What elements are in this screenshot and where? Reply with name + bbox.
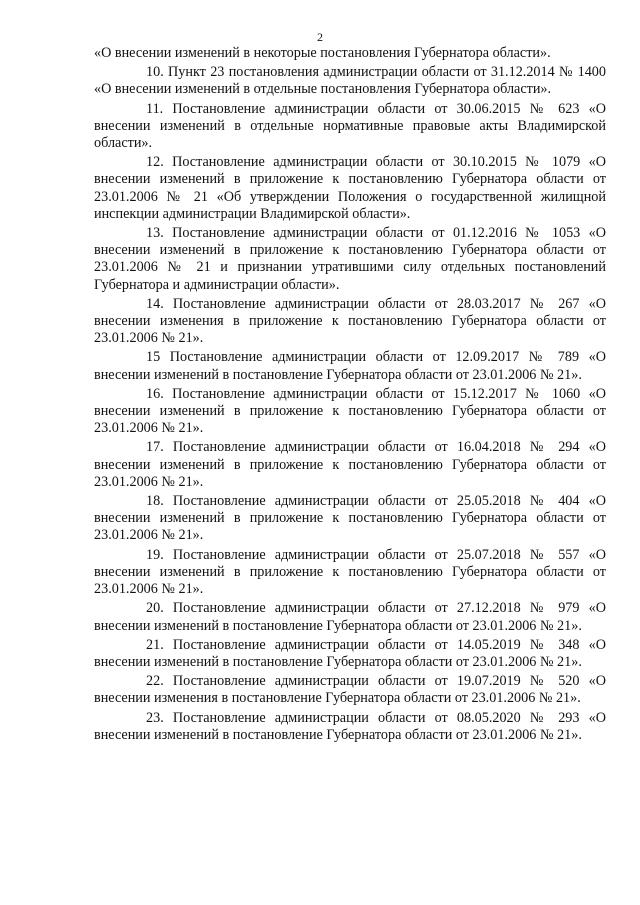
list-item: 10. Пункт 23 постановления администрации области от 31.12.2014 № 1400 «О внесении изменений в отдельные постановления Губернатора области». <box>94 64 606 98</box>
list-item: 20. Постановление администрации области от 27.12.2018 № 979 «О внесении изменений в постановление Губернатора области от 23.01.2006 № 21». <box>94 600 606 634</box>
list-item: 23. Постановление администрации области от 08.05.2020 № 293 «О внесении изменений в постановление Губернатора области от 23.01.2006 № 21». <box>94 709 606 743</box>
list-item: 15 Постановление администрации области от 12.09.2017 № 789 «О внесении изменений в постановление Губернатора области от 23.01.2006 № 21». <box>94 349 606 383</box>
document-body <box>94 45 606 744</box>
list-item: 21. Постановление администрации области от 14.05.2019 № 348 «О внесении изменений в постановление Губернатора области от 23.01.2006 № 21». <box>94 636 606 670</box>
list-item: 12. Постановление администрации области от 30.10.2015 № 1079 «О внесении изменений в приложение к постановлению Губернатора области от 23.01.2006 № 21 «Об утверждении Положения о государственной жилищной инспекции администрации Владимирской области». <box>94 154 606 222</box>
list-item: 17. Постановление администрации области от 16.04.2018 № 294 «О внесении изменений в приложение к постановлению Губернатора области от 23.01.2006 № 21». <box>94 439 606 490</box>
list-item: 14. Постановление администрации области от 28.03.2017 № 267 «О внесении изменения в приложение к постановлению Губернатора области от 23.01.2006 № 21». <box>94 295 606 347</box>
list-item: 22. Постановление администрации области от 19.07.2019 № 520 «О внесении изменения в постановление Губернатора области от 23.01.2006 № 21». <box>94 673 606 707</box>
list-item: 19. Постановление администрации области от 25.07.2018 № 557 «О внесении изменений в приложение к постановлению Губернатора области от 23.01.2006 № 21». <box>94 546 606 598</box>
list-item: 18. Постановление администрации области от 25.05.2018 № 404 «О внесении изменений в приложение к постановлению Губернатора области от 23.01.2006 № 21». <box>94 493 606 544</box>
list-item: 13. Постановление администрации области от 01.12.2016 № 1053 «О внесении изменений в приложение к постановлению Губернатора области от 23.01.2006 № 21 и признании утратившими силу отдельных постановлений Губернатора и администрации области». <box>94 225 606 293</box>
continuation-text: «О внесении изменений в некоторые постановления Губернатора области». <box>94 45 551 61</box>
page-number: 2 <box>317 30 323 44</box>
list-item: 11. Постановление администрации области от 30.06.2015 № 623 «О внесении изменений в отдельные нормативные правовые акты Владимирской области». <box>94 100 606 152</box>
list-item: 16. Постановление администрации области от 15.12.2017 № 1060 «О внесении изменений в приложение к постановлению Губернатора области от 23.01.2006 № 21». <box>94 385 606 437</box>
